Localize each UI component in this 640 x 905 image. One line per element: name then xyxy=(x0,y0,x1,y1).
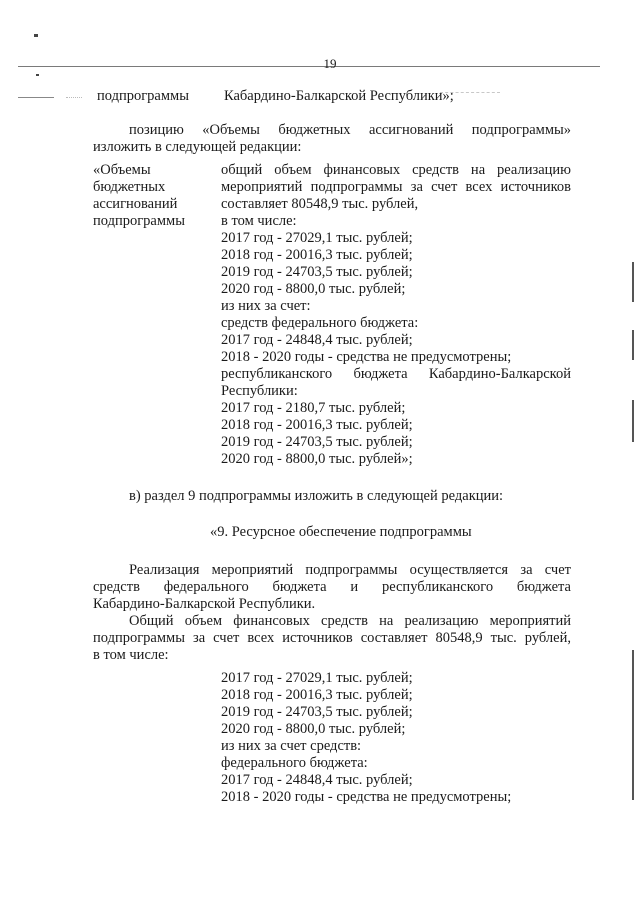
right-line: Республики: xyxy=(221,383,298,399)
list-item: 2019 год - 24703,5 тыс. рублей; xyxy=(221,704,413,720)
right-line: 2018 год - 20016,3 тыс. рублей; xyxy=(221,247,413,263)
position-table-left xyxy=(93,162,211,230)
position-table-right xyxy=(221,162,571,468)
right-line: 2020 год - 8800,0 тыс. рублей; xyxy=(221,281,406,297)
scan-mark xyxy=(34,34,38,37)
list-item: федерального бюджета: xyxy=(221,755,368,771)
list-item: 2018 год - 20016,3 тыс. рублей; xyxy=(221,687,413,703)
intro-line-2: изложить в следующей редакции: xyxy=(93,139,302,155)
right-line: 2017 год - 2180,7 тыс. рублей; xyxy=(221,400,406,416)
right-line: мероприятий подпрограммы за счет всех источников xyxy=(221,179,571,195)
paragraph-1-line-1: Реализация мероприятий подпрограммы осуществляется за счет xyxy=(129,562,571,578)
page-number: 19 xyxy=(323,56,337,71)
scan-edge-line xyxy=(632,262,634,302)
section-b-instruction: в) раздел 9 подпрограммы изложить в следующей редакции: xyxy=(129,488,504,504)
funding-list xyxy=(221,670,561,806)
header-rule xyxy=(18,66,600,67)
scan-edge-line xyxy=(632,330,634,360)
scan-edge-line xyxy=(632,650,634,800)
left-line: подпрограммы xyxy=(93,213,185,229)
right-line: 2017 год - 24848,4 тыс. рублей; xyxy=(221,332,413,348)
section-heading: «9. Ресурсное обеспечение подпрограммы xyxy=(210,524,472,540)
scan-dots xyxy=(66,97,82,99)
left-line: «Объемы xyxy=(93,162,151,178)
intro-line-1: позицию «Объемы бюджетных ассигнований подпрограммы» xyxy=(129,122,571,138)
right-line: 2020 год - 8800,0 тыс. рублей»; xyxy=(221,451,413,467)
list-item: 2017 год - 24848,4 тыс. рублей; xyxy=(221,772,413,788)
scan-line xyxy=(18,97,54,98)
right-line: в том числе: xyxy=(221,213,297,229)
list-item: 2017 год - 27029,1 тыс. рублей; xyxy=(221,670,413,686)
list-item: из них за счет средств: xyxy=(221,738,362,754)
paragraph-2-line-1: Общий объем финансовых средств на реализацию мероприятий xyxy=(129,613,571,629)
list-item: 2018 - 2020 годы - средства не предусмотрены; xyxy=(221,789,512,805)
paragraph-1-line-2: средств федерального бюджета и республиканского бюджета xyxy=(93,579,571,595)
right-line: республиканского бюджета Кабардино-Балкарской xyxy=(221,366,571,382)
paragraph-2-line-2: подпрограммы за счет всех источников составляет 80548,9 тыс. рублей, xyxy=(93,630,571,646)
right-line: составляет 80548,9 тыс. рублей, xyxy=(221,196,419,212)
paragraph-2-line-3: в том числе: xyxy=(93,647,169,663)
scan-mark xyxy=(36,74,39,76)
right-line: из них за счет: xyxy=(221,298,311,314)
left-line: бюджетных xyxy=(93,179,166,195)
right-line: 2018 - 2020 годы - средства не предусмотрены; xyxy=(221,349,512,365)
right-line: 2018 год - 20016,3 тыс. рублей; xyxy=(221,417,413,433)
left-line: ассигнований xyxy=(93,196,178,212)
line-right-text: Кабардино-Балкарской Республики»; xyxy=(224,88,454,104)
scan-edge-line xyxy=(632,400,634,442)
list-item: 2020 год - 8800,0 тыс. рублей; xyxy=(221,721,406,737)
right-line: средств федерального бюджета: xyxy=(221,315,419,331)
right-line: 2017 год - 27029,1 тыс. рублей; xyxy=(221,230,413,246)
right-line: общий объем финансовых средств на реализацию xyxy=(221,162,571,178)
line-left-text: подпрограммы xyxy=(97,88,189,104)
paragraph-1-line-3: Кабардино-Балкарской Республики. xyxy=(93,596,316,612)
right-line: 2019 год - 24703,5 тыс. рублей; xyxy=(221,434,413,450)
right-line: 2019 год - 24703,5 тыс. рублей; xyxy=(221,264,413,280)
